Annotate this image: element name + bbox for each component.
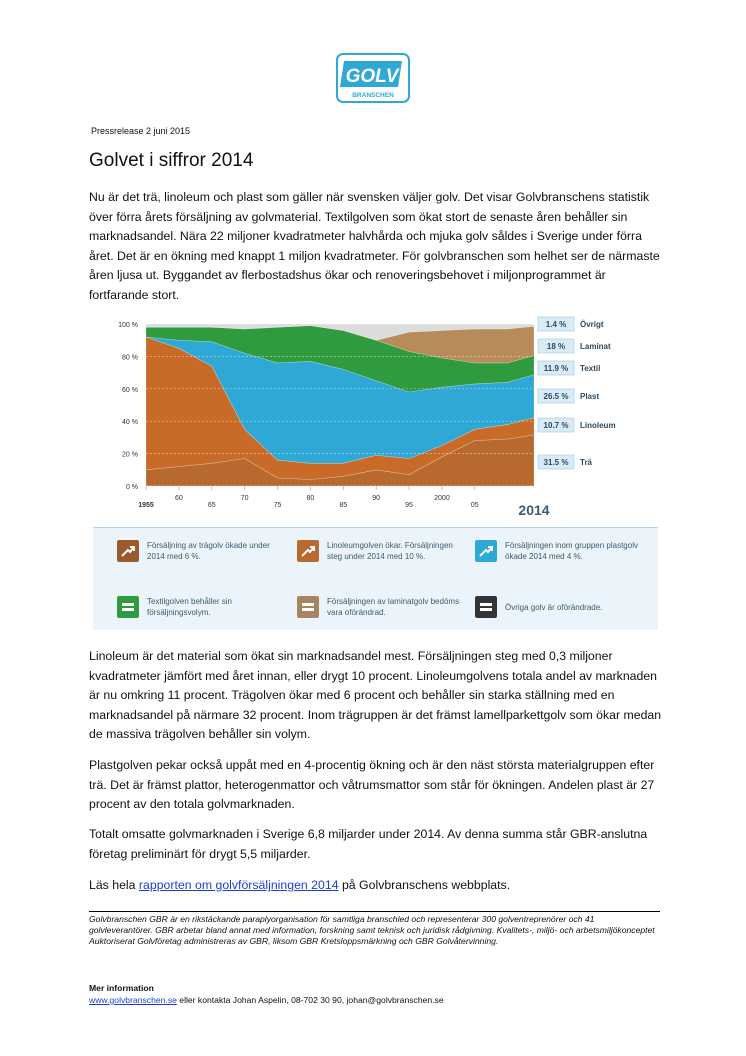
value-label: 1.4 % — [545, 320, 567, 329]
website-link[interactable]: www.golvbranschen.se — [89, 995, 177, 1005]
x-tick-label: 05 — [470, 502, 479, 509]
highlight-year-label: 2014 — [518, 502, 550, 518]
series-label: Linoleum — [580, 421, 616, 430]
y-tick-label: 40 % — [122, 419, 138, 427]
trend-up-icon — [117, 540, 139, 562]
legend-text: Linoleumgolven ökar. Försäljningen steg under 2014 med 10 %. — [327, 541, 453, 561]
series-label: Plast — [580, 392, 600, 401]
press-date: Pressrelease 2 juni 2015 — [91, 126, 191, 136]
trend-up-icon — [475, 540, 497, 562]
intro-paragraph: Nu är det trä, linoleum och plast som gäller när svensken väljer golv. Det visar Golvbranschens statistik över förra årets försäljning av golvmaterial. Textilgolven som ökat stort de senaste åren behåller sin marknadsandel. Nära 22 miljoner kvadratmeter halvhårda och mjuka golv såldes i Sverige under förra året. Det är en ökning med knappt 1 miljon kvadratmeter. För golvbranschen som helhet ser de närmaste åren ljusa ut. Byggandet av flerbostadshus ökar och renoveringsbehovet i miljonprogrammet är fortfarande stort. — [89, 190, 660, 302]
equals-icon — [117, 596, 139, 618]
series-label: Övrigt — [580, 320, 604, 329]
y-tick-label: 0 % — [125, 484, 138, 491]
legend-text: Försäljningen inom gruppen plastgolv ökade 2014 med 4 %. — [505, 541, 638, 561]
read-more-pre: Läs hela — [89, 878, 139, 892]
equals-icon — [297, 596, 319, 618]
x-tick-label: 90 — [372, 495, 381, 502]
x-tick-label: 85 — [339, 502, 348, 509]
value-label: 10.7 % — [543, 421, 569, 430]
equals-icon — [475, 596, 497, 618]
legend-text: Textilgolven behåller sin försäljningsvolym. — [147, 597, 232, 617]
legend-text: Försäljningen av laminatgolv bedöms vara oförändrad. — [327, 597, 460, 617]
x-tick-label: 1955 — [138, 502, 154, 509]
y-tick-label: 80 % — [122, 354, 138, 362]
golvbranschen-logo — [336, 53, 410, 103]
legend-text: Övriga golv är oförändrade. — [505, 603, 603, 612]
series-label: Trä — [580, 458, 593, 467]
read-more-post: på Golvbranschens webbplats. — [338, 878, 511, 892]
logo-word: GOLV — [345, 66, 399, 87]
x-tick-label: 2000 — [434, 495, 450, 502]
more-info-line — [89, 995, 444, 1005]
linoleum-paragraph: Linoleum är det material som ökat sin marknadsandel mest. Försäljningen steg med 0,3 miljoner kvadratmeter jämfört med året innan, eller drygt 10 procent. Linoleumgolvens totala andel av marknaden är nu omkring 11 procent. Trägolven ökar med 6 procent och behåller sin starka ställning med en marknadsandel på närmare 32 procent. Inom trägruppen är det främst lamellparkettgolv som ökar medan de massiva trägolven behåller sin volym. — [89, 649, 662, 741]
value-label: 31.5 % — [543, 458, 569, 467]
trend-legend — [93, 527, 658, 630]
page-title: Golvet i siffror 2014 — [89, 150, 254, 171]
x-tick-label: 95 — [405, 502, 413, 509]
value-label: 18 % — [546, 342, 566, 351]
report-link[interactable]: rapporten om golvförsäljningen 2014 — [138, 878, 339, 892]
value-label: 26.5 % — [543, 392, 569, 401]
x-tick-label: 75 — [273, 502, 282, 509]
logo-sub: BRANSCHEN — [352, 92, 394, 99]
legend-text: Försäljning av trägolv ökade under 2014 med 6 %. — [147, 541, 270, 561]
contact-text: eller kontakta Johan Aspelin, 08-702 30 90, johan@golvbranschen.se — [176, 995, 444, 1005]
series-label: Textil — [580, 364, 601, 373]
x-tick-label: 70 — [240, 495, 249, 502]
more-info-heading: Mer information — [89, 983, 154, 993]
trend-up-icon — [297, 540, 319, 562]
y-tick-label: 60 % — [122, 386, 138, 394]
read-more-paragraph — [89, 876, 664, 896]
y-tick-label: 100 % — [118, 322, 138, 329]
series-label: Laminat — [580, 342, 611, 351]
footer-divider — [89, 911, 660, 912]
x-tick-label: 65 — [207, 502, 216, 509]
market-share-chart — [116, 314, 616, 520]
footer-about: Golvbranschen GBR är en rikstäckande paraplyorganisation för samtliga branschled och representerar 300 golventreprenörer och 41 golvleverantörer. GBR arbetar bland annat med information, forskning samt teknisk och juridisk rådgivning. Kvalitets-, miljö- och arbetsmiljökonceptet Auktoriserat Golvföretag administreras av GBR, liksom GBR Kretsloppsmärkning och GBR Golvåtervinning. — [89, 914, 655, 946]
x-tick-label: 60 — [174, 495, 183, 502]
value-label: 11.9 % — [543, 364, 569, 373]
turnover-paragraph: Totalt omsatte golvmarknaden i Sverige 6,8 miljarder under 2014. Av denna summa står GBR-anslutna företag preliminärt för drygt 5,5 miljarder. — [89, 827, 648, 861]
plast-paragraph: Plastgolven pekar också uppåt med en 4-procentig ökning och är den näst största materialgruppen efter trä. Det är främst plattor, heterogenmattor och våtrumsmattor som står för ökningen. Andelen plast är 27 procent av den totala golvmarknaden. — [89, 758, 655, 811]
x-tick-label: 80 — [306, 495, 315, 502]
y-tick-label: 20 % — [122, 451, 138, 459]
